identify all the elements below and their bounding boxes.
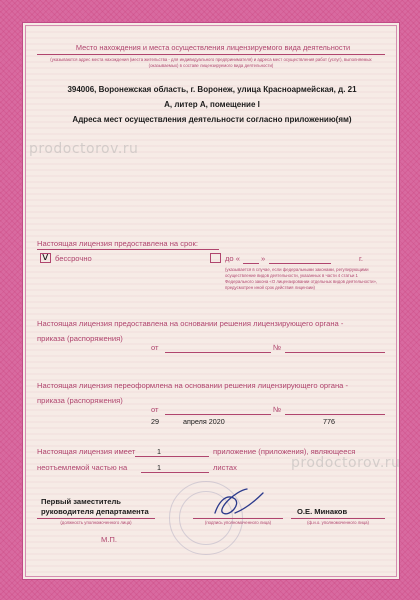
reissued-number-value: 776: [323, 417, 335, 426]
signature-caption: (подпись уполномоченного лица): [204, 520, 272, 525]
term-label: Настоящая лицензия предоставлена на срок:: [37, 239, 198, 248]
signer-position-line-1: Первый заместитель: [41, 497, 121, 506]
name-underline: [291, 518, 385, 519]
watermark-top: prodoctorov.ru: [29, 141, 139, 157]
reissued-number-line: [285, 414, 385, 415]
license-page: [22, 22, 400, 580]
check-mark-icon: v: [42, 250, 49, 263]
granted-line-2: приказа (распоряжения): [37, 334, 123, 343]
position-caption: (должность уполномоченного лица): [60, 520, 132, 525]
reissued-line-2: приказа (распоряжения): [37, 396, 123, 405]
granted-date-line: [165, 352, 271, 353]
reissued-line-1: Настоящая лицензия переоформлена на основании решения лицензирующего органа -: [37, 381, 349, 390]
appendix-sheets-line: [141, 472, 209, 473]
reissued-day: 29: [151, 417, 159, 426]
watermark-bottom: prodoctorov.ru: [291, 455, 401, 471]
term-note: (указывается в случае, если федеральными законами, регулирующими осуществление видов деятельности, указанных в части 4 статьи 1 Федерального закона «О лицензировании отдельных видов деятельности», предусмотрен иной срок действия лицензии): [225, 267, 378, 290]
until-checkbox: [210, 253, 221, 263]
appendix-line-2-suffix: листах: [213, 463, 237, 472]
reissued-month-year: апреля 2020: [183, 417, 225, 426]
reissued-number-label: №: [273, 405, 282, 414]
granted-from-label: от: [151, 343, 159, 352]
section-title: Место нахождения и места осуществления лицензируемого вида деятельности: [75, 43, 351, 52]
name-caption: (ф.и.о. уполномоченного лица): [307, 520, 369, 525]
reissued-date-line: [165, 414, 271, 415]
until-month-line: [269, 263, 331, 264]
term-underline: [37, 249, 219, 250]
until-mid: »: [261, 254, 266, 263]
appendix-count-line: [135, 456, 209, 457]
signer-position-line-2: руководителя департамента: [41, 507, 149, 516]
section-subtitle: (указываются адрес места нахождения (места жительства - для индивидуального предпринимателя) и адреса мест осуществления работ (услуг), выполняемых (оказываемых) в составе лицензируемого вида деятельности): [50, 57, 372, 68]
until-day-line: [243, 263, 259, 264]
appendix-line-1-prefix: Настоящая лицензия имеет: [37, 447, 136, 456]
reissued-from-label: от: [151, 405, 159, 414]
granted-line-1: Настоящая лицензия предоставлена на основании решения лицензирующего органа -: [37, 319, 344, 328]
appendix-line-2-prefix: неотъемлемой частью на: [37, 463, 128, 472]
signature-underline: [193, 518, 283, 519]
appendix-line-1-suffix: приложение (приложения), являющееся: [213, 447, 356, 456]
indefinite-label: бессрочно: [55, 254, 92, 263]
position-underline: [37, 518, 155, 519]
title-underline: [37, 54, 385, 55]
granted-number-line: [285, 352, 385, 353]
granted-number-label: №: [273, 343, 282, 352]
stamp-place-label: М.П.: [101, 535, 118, 544]
signer-name: О.Е. Минаков: [297, 507, 348, 516]
until-prefix: до «: [225, 254, 240, 263]
appendix-sheets: 1: [157, 463, 161, 472]
appendix-count: 1: [157, 447, 161, 456]
address-line-1: 394006, Воронежская область, г. Воронеж, улица Красноармейская, д. 21: [67, 85, 357, 94]
until-suffix: г.: [359, 254, 363, 263]
signature-image: [205, 483, 275, 523]
address-line-3: Адреса мест осуществления деятельности согласно приложению(ям): [72, 115, 352, 124]
address-line-2: А, литер А, помещение I: [164, 100, 260, 109]
